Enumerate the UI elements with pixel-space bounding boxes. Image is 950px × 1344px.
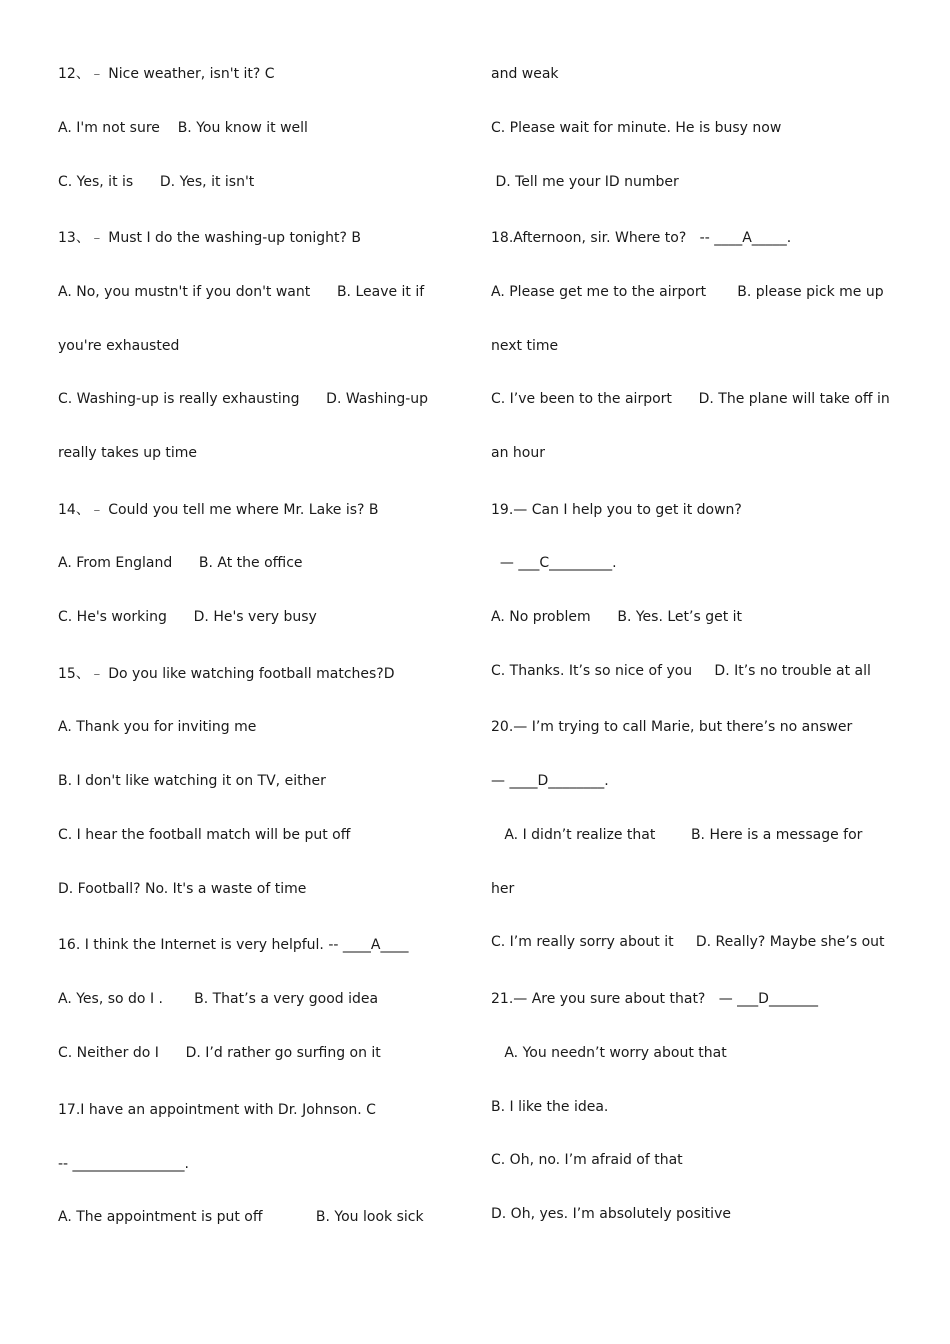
question-16-options-ab: A. Yes, so do I . B. That’s a very good idea xyxy=(58,991,379,1007)
question-14-options-ab: A. From England B. At the office xyxy=(58,555,303,571)
question-21-prompt: 21.— Are you sure about that? — ___D_______ xyxy=(491,991,818,1007)
question-12-prompt: 12、﹣ Nice weather, isn't it? C xyxy=(58,66,275,82)
question-15-prompt: 15、﹣ Do you like watching football matches?D xyxy=(58,666,395,682)
question-21-option-c: C. Oh, no. I’m afraid of that xyxy=(491,1152,683,1168)
question-17-option-c: C. Please wait for minute. He is busy now xyxy=(491,120,782,136)
question-15-option-b: B. I don't like watching it on TV, either xyxy=(58,773,326,789)
question-21-option-d: D. Oh, yes. I’m absolutely positive xyxy=(491,1206,731,1222)
question-20-options-ab-cont: her xyxy=(491,881,515,897)
question-21-option-b: B. I like the idea. xyxy=(491,1099,609,1115)
question-16-options-cd: C. Neither do I D. I’d rather go surfing on it xyxy=(58,1045,381,1061)
question-18-prompt: 18.Afternoon, sir. Where to? -- ____A_____. xyxy=(491,230,792,246)
question-18-options-ab: A. Please get me to the airport B. please pick me up xyxy=(491,284,884,300)
question-12-options-ab: A. I'm not sure B. You know it well xyxy=(58,120,308,136)
question-19-prompt: 19.— Can I help you to get it down? xyxy=(491,502,742,518)
question-19-answer-blank: — ___C_________. xyxy=(491,555,617,571)
question-20-options-ab: A. I didn’t realize that B. Here is a message for xyxy=(491,827,863,843)
question-14-prompt: 14、﹣ Could you tell me where Mr. Lake is? B xyxy=(58,502,379,518)
question-17-answer-blank: -- ________________. xyxy=(58,1156,190,1172)
question-15-option-d: D. Football? No. It's a waste of time xyxy=(58,881,307,897)
question-12-options-cd: C. Yes, it is D. Yes, it isn't xyxy=(58,174,255,190)
question-16-prompt: 16. I think the Internet is very helpful. -- ____A____ xyxy=(58,937,409,953)
question-19-options-ab: A. No problem B. Yes. Let’s get it xyxy=(491,609,743,625)
question-13-prompt: 13、﹣ Must I do the washing-up tonight? B xyxy=(58,230,362,246)
question-13-options-ab: A. No, you mustn't if you don't want B. Leave it if xyxy=(58,284,425,300)
question-17-prompt: 17.I have an appointment with Dr. Johnson. C xyxy=(58,1102,376,1118)
question-13-options-ab-cont: you're exhausted xyxy=(58,338,180,354)
question-20-answer-blank: — ____D________. xyxy=(491,773,609,789)
question-14-options-cd: C. He's working D. He's very busy xyxy=(58,609,317,625)
question-17-option-b-cont: and weak xyxy=(491,66,559,82)
question-20-prompt: 20.— I’m trying to call Marie, but there’s no answer xyxy=(491,719,853,735)
question-20-options-cd: C. I’m really sorry about it D. Really? Maybe she’s out xyxy=(491,934,885,950)
question-13-options-cd-cont: really takes up time xyxy=(58,445,198,461)
question-21-option-a: A. You needn’t worry about that xyxy=(491,1045,727,1061)
question-15-option-c: C. I hear the football match will be put off xyxy=(58,827,351,843)
question-17-option-d: D. Tell me your ID number xyxy=(491,174,679,190)
question-19-options-cd: C. Thanks. It’s so nice of you D. It’s no trouble at all xyxy=(491,663,871,679)
question-17-options-ab: A. The appointment is put off B. You look sick xyxy=(58,1209,424,1225)
question-18-options-ab-cont: next time xyxy=(491,338,559,354)
question-13-options-cd: C. Washing-up is really exhausting D. Washing-up xyxy=(58,391,429,407)
question-18-options-cd: C. I’ve been to the airport D. The plane will take off in xyxy=(491,391,890,407)
question-15-option-a: A. Thank you for inviting me xyxy=(58,719,257,735)
question-18-options-cd-cont: an hour xyxy=(491,445,545,461)
